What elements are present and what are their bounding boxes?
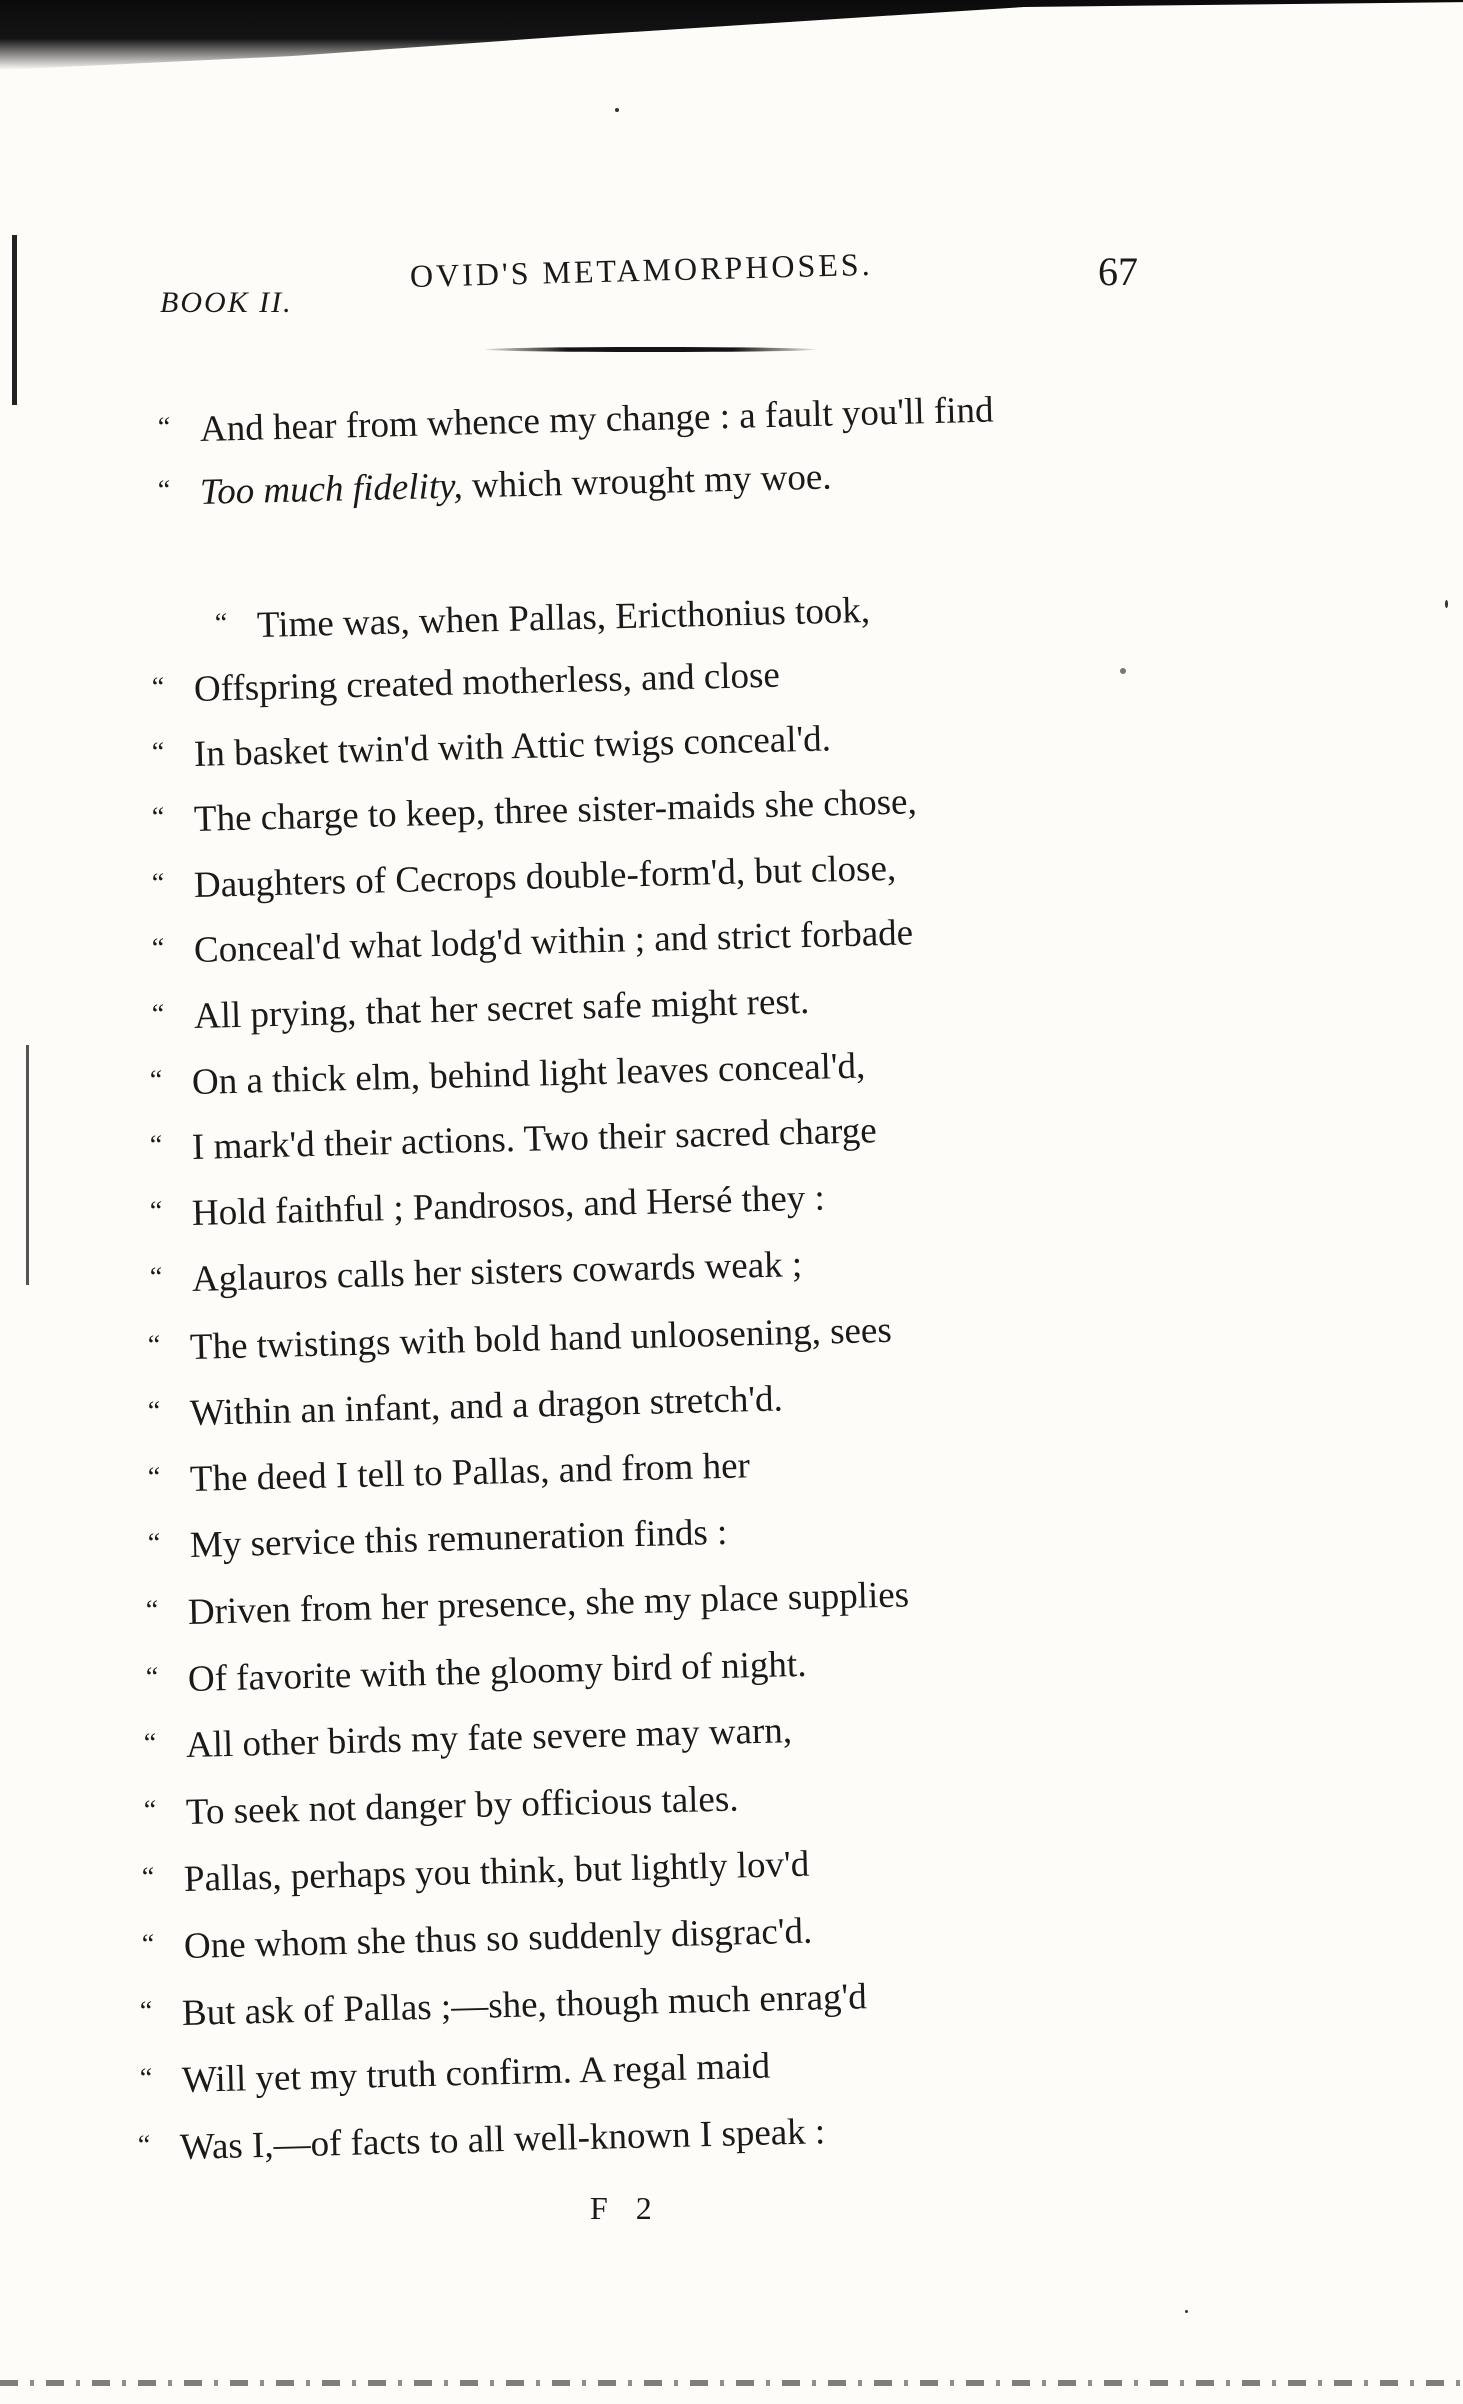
verse-line: “ Within an infant, and a dragon stretch'd. [147, 1378, 784, 1434]
verse-line: “ Of favorite with the gloomy bird of night. [145, 1643, 807, 1700]
page-bottom-edge [0, 2380, 1463, 2386]
paper-speck [1445, 600, 1448, 608]
verse-line: “ To seek not danger by officious tales. [143, 1778, 739, 1833]
verse-line: “ I mark'd their actions. Two their sacred charge [149, 1110, 878, 1168]
verse-line: “ Too much fidelity, which wrought my woe. [157, 456, 833, 513]
verse-line: “ But ask of Pallas ;—she, though much enrag'd [139, 1976, 868, 2034]
verse-line: “ Daughters of Cecrops double-form'd, but close, [151, 847, 897, 906]
verse-line: “ Offspring created motherless, and close [151, 654, 781, 710]
verse-line: “ Was I,—of facts to all well-known I speak : [137, 2111, 826, 2168]
verse-line: “ In basket twin'd with Attic twigs conceal'd. [151, 718, 832, 775]
verse-line: “ One whom she thus so suddenly disgrac'd. [141, 1910, 813, 1967]
verse-line: “ My service this remuneration finds : [147, 1511, 728, 1566]
verse-line: “ Driven from her presence, she my place supplies [145, 1574, 910, 1633]
title-rule [485, 347, 815, 352]
verse-line: “ Hold faithful ; Pandrosos, and Hersé they : [149, 1177, 826, 1234]
verse-line: “ Time was, when Pallas, Ericthonius took, [214, 589, 871, 646]
verse-line: “ The charge to keep, three sister-maids she chose, [151, 781, 918, 840]
verse-line: “ Conceal'd what lodg'd within ; and strict forbade [151, 912, 914, 971]
book-label: BOOK II. [160, 286, 293, 319]
verse-line: “ The twistings with bold hand unloosening, sees [147, 1309, 893, 1368]
paper-speck [1185, 2310, 1188, 2313]
verse-line: “ Will yet my truth confirm. A regal maid [139, 2045, 771, 2101]
verse-line: “ All other birds my fate severe may warn, [143, 1710, 793, 1766]
verse-line: “ On a thick elm, behind light leaves conceal'd, [149, 1045, 866, 1103]
verse-line: “ Pallas, perhaps you think, but lightly lov'd [141, 1843, 810, 1900]
verse-line: “ Aglauros calls her sisters cowards weak ; [149, 1244, 803, 1300]
verse-line: “ And hear from whence my change : a fault you'll find [157, 389, 994, 450]
verse-line: “ The deed I tell to Pallas, and from her [147, 1445, 751, 1500]
running-head [0, 245, 1463, 319]
running-title: OVID'S METAMORPHOSES. [409, 245, 874, 294]
binding-mark [26, 1045, 29, 1285]
verse-line: “ All prying, that her secret safe might rest. [151, 980, 810, 1037]
page-top-shadow [0, 0, 1463, 70]
paper-speck [615, 108, 619, 112]
signature-mark: F 2 [590, 2190, 662, 2226]
paper-speck [1120, 668, 1126, 674]
page-number: 67 [1098, 249, 1138, 294]
